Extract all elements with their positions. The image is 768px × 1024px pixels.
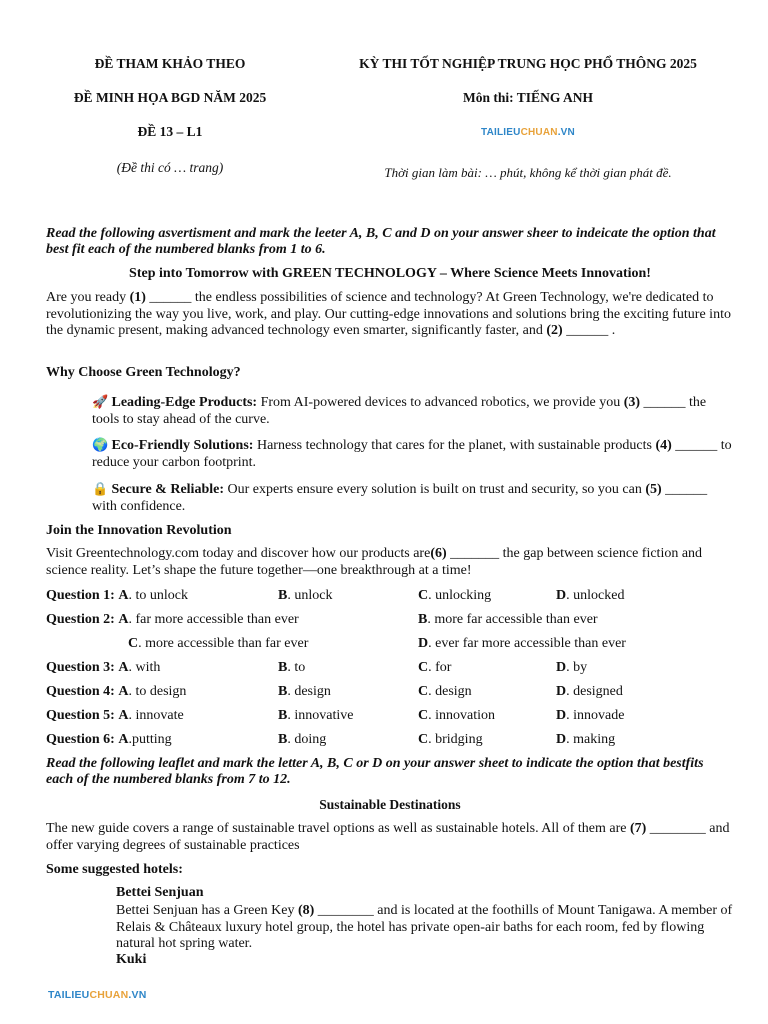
blank-number-2: (2) <box>546 323 563 338</box>
part1-paragraph <box>46 290 736 340</box>
blank-number-1: (1) <box>129 290 146 305</box>
option-letter: D <box>556 588 567 603</box>
option-c: . innovation <box>428 708 496 723</box>
option-letter: C <box>418 588 429 603</box>
question-6-c <box>418 732 483 748</box>
option-d: . designed <box>566 684 623 699</box>
question-6-d <box>556 732 615 748</box>
option-letter: B <box>278 588 288 603</box>
blank-1: ______ <box>149 290 192 305</box>
text-run: Harness technology that cares for the planet, with sustainable products <box>253 438 656 453</box>
question-3-d <box>556 660 587 676</box>
text-run: the endless possibilities of science and technology? At Green Technology, we're dedicated to revolutionizing the way you live, work, and play. Our cutting-edge innovations and solutions bring the exciting future into the dynamic present, making advanced technology even smarter, significantly faster, and <box>46 290 731 338</box>
option-letter: A <box>118 684 129 699</box>
blank-7: ________ <box>649 821 706 836</box>
hotels-heading: Some suggested hotels: <box>46 862 183 877</box>
question-5-b <box>278 708 353 724</box>
blank-number-5: (5) <box>645 482 662 497</box>
header-right-line1: KỲ THI TỐT NGHIỆP TRUNG HỌC PHỔ THÔNG 2025 <box>359 56 697 71</box>
text-run: Our experts ensure every solution is built on trust and security, so you can <box>224 482 646 497</box>
blank-2: ______ <box>566 323 609 338</box>
option-letter: A <box>118 708 129 723</box>
header-right-line4: Thời gian làm bài: … phút, không kể thời gian phát đề. <box>384 165 672 180</box>
question-label: Question 1: <box>46 588 115 603</box>
option-a: . to design <box>128 684 187 699</box>
question-2-d <box>418 636 626 652</box>
question-5-d <box>556 708 624 724</box>
question-2-c <box>128 636 308 652</box>
question-4-c <box>418 684 472 700</box>
text-run: The new guide covers a range of sustainable travel options as well as sustainable hotels. All of them are <box>46 821 630 836</box>
option-d: . making <box>566 732 616 747</box>
part1-title: Step into Tomorrow with GREEN TECHNOLOGY – Where Science Meets Innovation! <box>129 266 651 281</box>
question-4 <box>46 684 186 700</box>
header-right-line2: Môn thi: TIẾNG ANH <box>463 90 593 105</box>
hotel-1-description <box>116 903 734 953</box>
option-letter: C <box>418 684 429 699</box>
option-d: . unlocked <box>566 588 625 603</box>
bullet-head: Leading-Edge Products: <box>111 395 258 410</box>
blank-4: ______ <box>675 438 718 453</box>
question-1-b <box>278 588 332 604</box>
option-letter: A <box>118 660 129 675</box>
option-letter: B <box>278 684 288 699</box>
blank-number-6: (6) <box>430 546 447 561</box>
logo-part-vn: .VN <box>128 989 147 1001</box>
option-d: . ever far more accessible than ever <box>428 636 626 651</box>
question-2-b <box>418 612 598 628</box>
header-left-line1: ĐỀ THAM KHẢO THEO <box>94 56 246 71</box>
question-3-b <box>278 660 305 676</box>
part2-title: Sustainable Destinations <box>319 797 461 812</box>
question-3-c <box>418 660 451 676</box>
option-letter: C <box>418 660 429 675</box>
blank-number-7: (7) <box>629 821 647 836</box>
question-4-d <box>556 684 623 700</box>
part2-paragraph <box>46 821 736 854</box>
blank-number-8: (8) <box>297 903 315 918</box>
option-d: . innovade <box>566 708 625 723</box>
question-label: Question 3: <box>46 660 115 675</box>
hotel-2-name: Kuki <box>116 952 147 967</box>
part1-instruction: Read the following asvertisment and mark the leeter A, B, C and D on your answer sheer to indeicate the option that best fit each of the numbered blanks from 1 to 6. <box>46 226 716 257</box>
text-run: From AI-powered devices to advanced robotics, we provide you <box>257 395 624 410</box>
globe-icon: 🌍 <box>92 438 109 453</box>
logo-part-chuan: CHUAN <box>89 989 129 1001</box>
lock-icon: 🔒 <box>92 482 109 497</box>
option-letter: B <box>278 708 288 723</box>
option-letter: C <box>418 708 429 723</box>
question-4-b <box>278 684 331 700</box>
question-label: Question 5: <box>46 708 115 723</box>
option-b: . design <box>287 684 331 699</box>
footer-logo <box>48 989 146 1001</box>
text-run: to reduce your carbon footprint. <box>92 438 732 470</box>
text-run: the gap between science fiction and science reality. Let’s shape the future together—one breakthrough at a time! <box>46 546 703 578</box>
question-6-b <box>278 732 326 748</box>
question-3 <box>46 660 160 676</box>
blank-6: _______ <box>450 546 500 561</box>
option-letter: D <box>556 708 567 723</box>
header-left-line2: ĐỀ MINH HỌA BGD NĂM 2025 <box>73 90 267 105</box>
bullet-eco-friendly <box>92 438 732 471</box>
option-letter: A <box>118 588 129 603</box>
part2-instruction: Read the following leaflet and mark the letter A, B, C or D on your answer sheet to indicate the option that bestfits each of the numbered blanks from 7 to 12. <box>46 756 704 787</box>
question-2 <box>46 612 299 628</box>
option-c: . for <box>428 660 452 675</box>
question-label: Question 4: <box>46 684 115 699</box>
option-letter: B <box>418 612 428 627</box>
join-heading: Join the Innovation Revolution <box>46 523 232 538</box>
header-left-line4: (Đề thi có … trang) <box>116 160 224 175</box>
why-heading: Why Choose Green Technology? <box>46 365 241 380</box>
question-label: Question 6: <box>46 732 115 747</box>
bullet-secure <box>92 482 732 515</box>
question-6 <box>46 732 172 748</box>
option-letter: D <box>556 660 567 675</box>
bullet-leading-edge <box>92 395 732 428</box>
option-letter: B <box>278 732 288 747</box>
option-c: . unlocking <box>428 588 492 603</box>
blank-number-4: (4) <box>655 438 672 453</box>
option-a: . far more accessible than ever <box>128 612 299 627</box>
option-b: . unlock <box>287 588 333 603</box>
option-letter: D <box>556 732 567 747</box>
question-label: Question 2: <box>46 612 115 627</box>
option-c: . more accessible than far ever <box>138 636 309 651</box>
logo-part-vn: .VN <box>557 127 575 138</box>
header-logo <box>318 127 738 138</box>
question-1-c <box>418 588 491 604</box>
option-letter: D <box>556 684 567 699</box>
blank-number-3: (3) <box>623 395 641 410</box>
logo-part-chuan: CHUAN <box>520 127 558 138</box>
text-run: the tools to stay ahead of the curve. <box>92 395 707 427</box>
option-a: . innovate <box>128 708 184 723</box>
hotel-1-name: Bettei Senjuan <box>116 885 204 900</box>
option-b: . to <box>287 660 306 675</box>
header-left-line3: ĐỀ 13 – L1 <box>137 124 203 139</box>
option-letter: B <box>278 660 288 675</box>
option-c: . bridging <box>428 732 483 747</box>
option-c: . design <box>428 684 472 699</box>
text-run: with confidence. <box>92 498 186 514</box>
blank-3: ______ <box>643 395 686 410</box>
bullet-head: Secure & Reliable: <box>111 482 224 497</box>
option-b: . innovative <box>287 708 354 723</box>
text-run: and is located at the foothills of Mount Tanigawa. A member of Relais & Châteaux luxury hotel group, the hotel has private open-air baths for each room, fed by flowing natural hot spring water. <box>116 903 733 951</box>
visit-paragraph <box>46 546 716 579</box>
blank-8: ________ <box>317 903 374 918</box>
option-letter: D <box>418 636 429 651</box>
question-1 <box>46 588 188 604</box>
option-letter: A <box>118 732 129 747</box>
logo-part-tailieu: TAILIEU <box>481 127 521 138</box>
question-5-c <box>418 708 495 724</box>
option-d: . by <box>566 660 588 675</box>
rocket-icon: 🚀 <box>92 395 109 410</box>
option-b: . doing <box>287 732 327 747</box>
option-a: . to unlock <box>128 588 188 603</box>
option-a: . with <box>128 660 161 675</box>
option-a: .putting <box>128 732 172 747</box>
text-run: Bettei Senjuan has a Green Key <box>116 903 298 918</box>
text-run: Are you ready <box>46 290 130 305</box>
option-b: . more far accessible than ever <box>427 612 598 627</box>
option-letter: A <box>118 612 129 627</box>
option-letter: C <box>128 636 139 651</box>
text-run: Visit Greentechnology.com today and discover how our products are <box>46 546 431 561</box>
bullet-head: Eco-Friendly Solutions: <box>111 438 254 453</box>
blank-5: ______ <box>665 482 708 497</box>
text-run: and offer varying degrees of sustainable practices <box>46 821 730 853</box>
question-5 <box>46 708 184 724</box>
option-letter: C <box>418 732 429 747</box>
logo-part-tailieu: TAILIEU <box>48 989 90 1001</box>
text-run: . <box>608 323 616 338</box>
question-1-d <box>556 588 624 604</box>
